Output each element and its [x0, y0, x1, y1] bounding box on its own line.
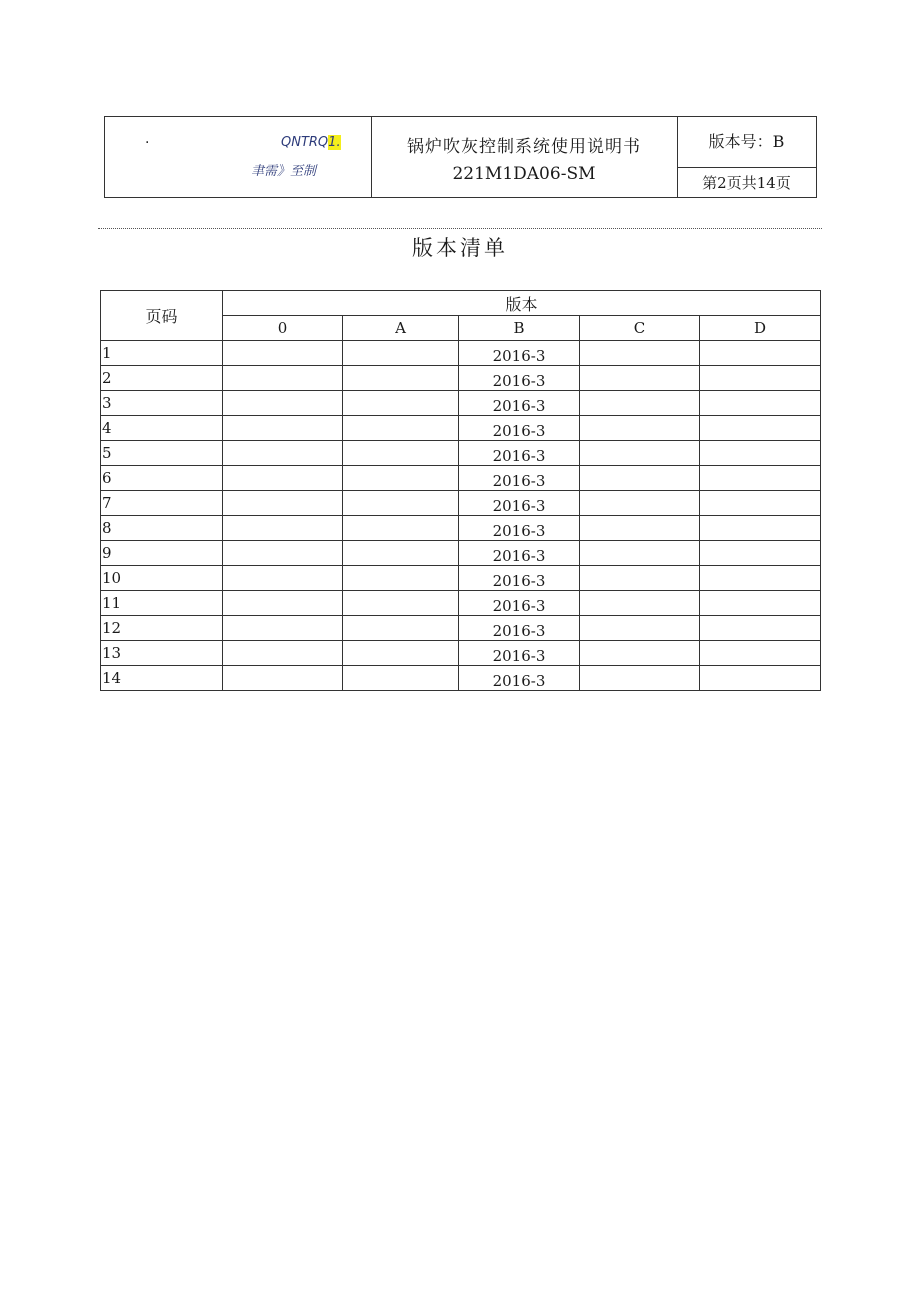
page-prefix: 第 [702, 174, 718, 192]
page-number-cell: 2 [101, 366, 223, 391]
version-date-cell [580, 591, 700, 616]
page-column-header: 页码 [101, 291, 223, 341]
version-date-cell [223, 666, 343, 691]
version-cell [677, 117, 816, 197]
page-title: 版本清单 [412, 236, 508, 260]
version-date-cell [343, 491, 459, 516]
table-row [101, 616, 821, 641]
version-date-cell: 2016-3 [459, 541, 580, 566]
version-subheader: C [580, 316, 700, 341]
version-date-cell [223, 366, 343, 391]
version-date-cell [223, 516, 343, 541]
version-date-cell [700, 591, 821, 616]
version-date-cell [343, 566, 459, 591]
page-number-cell: 11 [101, 591, 223, 616]
version-date-cell [700, 391, 821, 416]
version-date-cell [343, 591, 459, 616]
table-row [101, 366, 821, 391]
logo-text: QNTRQ [281, 135, 329, 150]
version-date-cell [580, 466, 700, 491]
version-date-cell [343, 466, 459, 491]
version-date-cell [223, 466, 343, 491]
version-date-cell: 2016-3 [459, 491, 580, 516]
version-date-cell: 2016-3 [459, 366, 580, 391]
page-indicator [677, 167, 816, 197]
version-date-cell [223, 591, 343, 616]
version-date-cell [580, 491, 700, 516]
version-date-cell [343, 416, 459, 441]
version-subheader: A [343, 316, 459, 341]
version-subheader: D [700, 316, 821, 341]
version-date-cell: 2016-3 [459, 391, 580, 416]
page-number-cell: 13 [101, 641, 223, 666]
table-row [101, 641, 821, 666]
version-date-cell: 2016-3 [459, 641, 580, 666]
table-row [101, 516, 821, 541]
version-date-cell [223, 491, 343, 516]
version-date-cell [343, 616, 459, 641]
page-number-cell: 8 [101, 516, 223, 541]
version-date-cell [223, 616, 343, 641]
version-date-cell [580, 391, 700, 416]
page-number-cell: 1 [101, 341, 223, 366]
version-date-cell [580, 416, 700, 441]
page-number-cell: 9 [101, 541, 223, 566]
version-date-cell [580, 641, 700, 666]
version-date-cell [580, 441, 700, 466]
table-row [101, 466, 821, 491]
version-date-cell [223, 541, 343, 566]
version-date-cell [700, 366, 821, 391]
version-date-cell [580, 666, 700, 691]
version-subheader: B [459, 316, 580, 341]
version-date-cell: 2016-3 [459, 416, 580, 441]
page-middle: 页共 [726, 174, 757, 192]
page-number-cell: 14 [101, 666, 223, 691]
version-date-cell [223, 391, 343, 416]
document-code: 221M1DA06-SM [452, 164, 596, 184]
version-date-cell: 2016-3 [459, 341, 580, 366]
version-date-cell [223, 566, 343, 591]
table-row [101, 416, 821, 441]
version-date-cell [700, 416, 821, 441]
company-logo-line2: 聿需》至制 [251, 164, 317, 179]
version-date-cell [343, 341, 459, 366]
version-label: 版本号： [708, 132, 773, 151]
version-column-header: 版本 [223, 291, 821, 316]
version-date-cell: 2016-3 [459, 666, 580, 691]
version-date-cell [580, 541, 700, 566]
version-date-cell: 2016-3 [459, 441, 580, 466]
table-row [101, 491, 821, 516]
version-subheader: 0 [223, 316, 343, 341]
page-number-cell: 5 [101, 441, 223, 466]
page-number-cell: 7 [101, 491, 223, 516]
title-cell [371, 117, 678, 197]
version-date-cell [343, 666, 459, 691]
version-date-cell [700, 491, 821, 516]
version-date-cell [580, 616, 700, 641]
version-date-cell [700, 616, 821, 641]
version-date-cell [343, 516, 459, 541]
version-date-cell [343, 441, 459, 466]
version-date-cell [223, 441, 343, 466]
version-date-cell [223, 416, 343, 441]
table-row [101, 391, 821, 416]
page-number-cell: 12 [101, 616, 223, 641]
version-date-cell [223, 341, 343, 366]
version-date-cell [700, 666, 821, 691]
logo-cell [105, 117, 372, 197]
version-date-cell [343, 366, 459, 391]
table-row [101, 591, 821, 616]
version-date-cell [580, 516, 700, 541]
page-total: 14 [756, 174, 776, 192]
version-date-cell [343, 391, 459, 416]
document-title: 锅炉吹灰控制系统使用说明书 [407, 137, 641, 157]
version-date-cell [580, 566, 700, 591]
version-date-cell [700, 516, 821, 541]
version-date-cell [700, 341, 821, 366]
version-date-cell [343, 541, 459, 566]
table-row [101, 341, 821, 366]
table-row [101, 666, 821, 691]
logo-highlight: 1. [328, 135, 341, 150]
version-date-cell: 2016-3 [459, 466, 580, 491]
version-date-cell [580, 366, 700, 391]
company-logo-line1 [281, 135, 341, 150]
version-date-cell [700, 641, 821, 666]
version-date-cell [700, 441, 821, 466]
version-table [100, 290, 821, 691]
version-date-cell [343, 641, 459, 666]
version-date-cell [700, 466, 821, 491]
version-value: B [772, 132, 785, 151]
bullet-dot: · [145, 135, 150, 151]
table-row [101, 566, 821, 591]
version-date-cell: 2016-3 [459, 591, 580, 616]
version-date-cell [223, 641, 343, 666]
version-number [677, 117, 816, 167]
header-divider [98, 228, 822, 229]
page-number-cell: 10 [101, 566, 223, 591]
version-date-cell: 2016-3 [459, 516, 580, 541]
document-header [104, 116, 817, 198]
page-current: 2 [717, 174, 727, 192]
version-date-cell: 2016-3 [459, 566, 580, 591]
page-number-cell: 3 [101, 391, 223, 416]
version-date-cell [700, 541, 821, 566]
version-date-cell [580, 341, 700, 366]
page-suffix: 页 [775, 174, 791, 192]
page-number-cell: 6 [101, 466, 223, 491]
version-date-cell [700, 566, 821, 591]
version-date-cell: 2016-3 [459, 616, 580, 641]
page-number-cell: 4 [101, 416, 223, 441]
table-row [101, 441, 821, 466]
table-row [101, 541, 821, 566]
